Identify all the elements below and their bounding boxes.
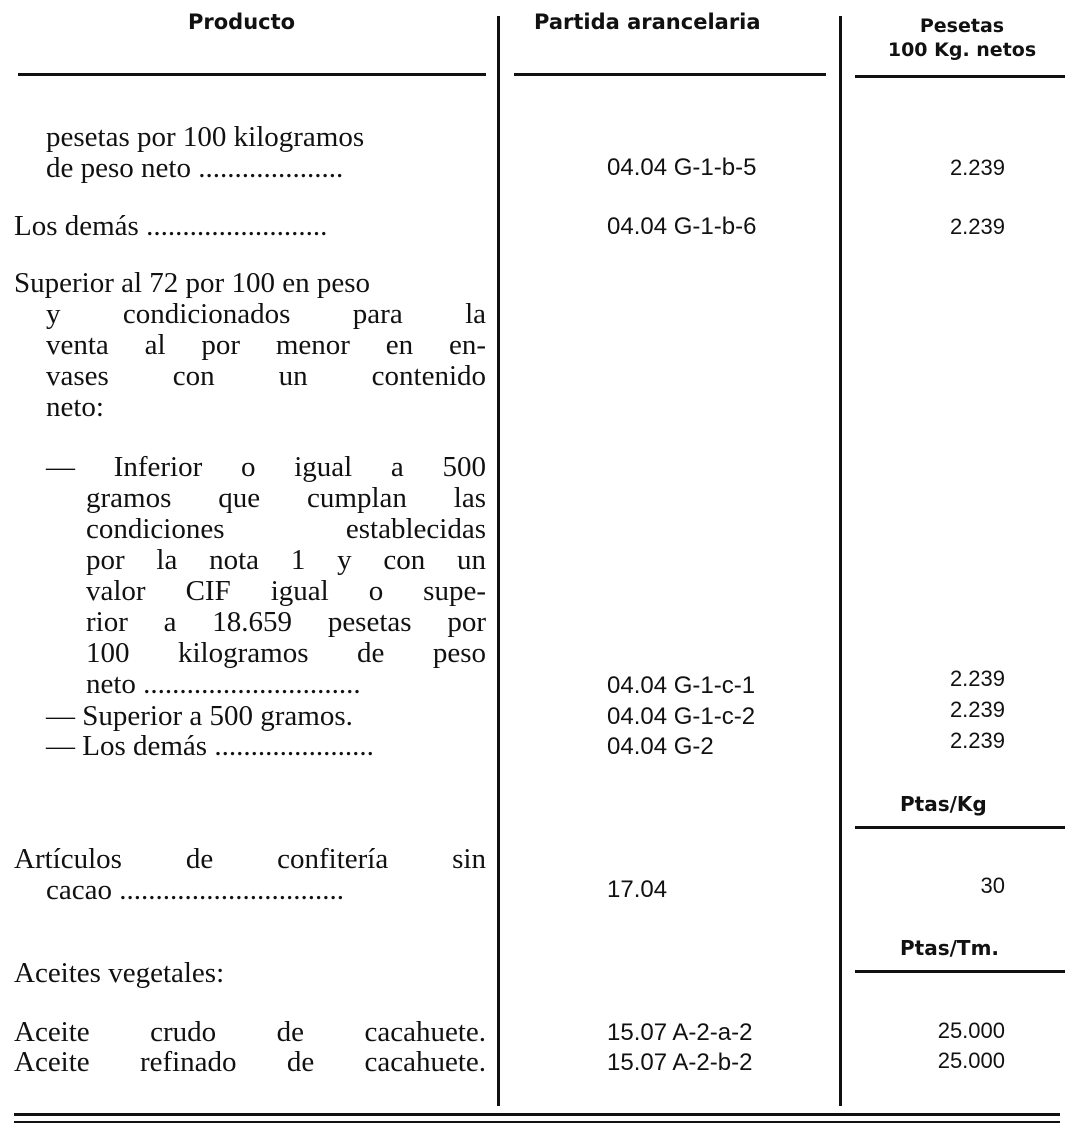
header-rule-partida bbox=[514, 73, 826, 76]
row-7-valor: 30 bbox=[980, 873, 1005, 898]
row-3-line-1: Superior al 72 por 100 en peso bbox=[14, 267, 370, 299]
row-9-partida: 15.07 A-2-a-2 bbox=[607, 1019, 753, 1046]
row-9-line-1: Aceite crudo de cacahuete. bbox=[14, 1016, 486, 1048]
header-pesetas bbox=[862, 14, 1062, 62]
row-4-line-6: rior a 18.659 pesetas por bbox=[86, 606, 486, 638]
row-5-valor: 2.239 bbox=[949, 697, 1005, 722]
row-1-line-1: pesetas por 100 kilogramos bbox=[46, 121, 365, 153]
row-8-producto bbox=[14, 958, 486, 989]
header-rule-producto bbox=[18, 73, 486, 76]
row-8-line-1: Aceites vegetales: bbox=[14, 957, 225, 989]
unit-ptas-kg: Ptas/Kg bbox=[900, 792, 987, 816]
row-7-line-1: Artículos de confitería sin bbox=[14, 843, 486, 875]
row-3-line-4: vases con un contenido bbox=[46, 360, 486, 392]
row-10-partida: 15.07 A-2-b-2 bbox=[607, 1049, 753, 1076]
unit-ptas-tm: Ptas/Tm. bbox=[900, 936, 1000, 960]
row-10-valor: 25.000 bbox=[937, 1048, 1005, 1073]
row-3-line-2: y condicionados para la bbox=[46, 298, 486, 330]
row-9-producto bbox=[14, 1017, 486, 1048]
row-4-line-8: neto .............................. bbox=[86, 668, 361, 700]
row-10-producto bbox=[14, 1047, 486, 1078]
row-10-line-1: Aceite refinado de cacahuete. bbox=[14, 1046, 486, 1078]
row-4-line-2: gramos que cumplan las bbox=[86, 482, 486, 514]
row-6-producto bbox=[46, 731, 486, 762]
row-1-partida: 04.04 G-1-b-5 bbox=[607, 154, 757, 181]
row-7-producto bbox=[14, 844, 486, 906]
row-2-valor: 2.239 bbox=[949, 214, 1005, 239]
row-6-valor: 2.239 bbox=[949, 728, 1005, 753]
row-2-partida: 04.04 G-1-b-6 bbox=[607, 213, 757, 240]
row-4-line-5: valor CIF igual o supe- bbox=[86, 575, 486, 607]
header-rule-pesetas bbox=[855, 75, 1065, 78]
row-4-line-3: condiciones establecidas bbox=[86, 513, 486, 545]
column-divider-2 bbox=[839, 16, 842, 1106]
row-4-line-1: — Inferior o igual a 500 bbox=[46, 451, 486, 483]
row-5-producto bbox=[46, 701, 486, 732]
row-2-line-1: Los demás ......................... bbox=[14, 210, 328, 242]
row-7-line-2: cacao ............................... bbox=[46, 874, 344, 906]
row-4-producto bbox=[46, 452, 486, 700]
unit-tm-rule bbox=[855, 970, 1065, 973]
bottom-rule-1 bbox=[14, 1113, 1060, 1116]
row-4-valor: 2.239 bbox=[949, 666, 1005, 691]
row-6-line-1: — Los demás ...................... bbox=[46, 730, 374, 762]
row-5-line-1: — Superior a 500 gramos. bbox=[46, 700, 353, 732]
row-4-line-7: 100 kilogramos de peso bbox=[86, 637, 486, 669]
header-partida: Partida arancelaria bbox=[534, 10, 761, 34]
row-4-partida: 04.04 G-1-c-1 bbox=[607, 672, 756, 699]
row-1-line-2: de peso neto .................... bbox=[46, 152, 344, 184]
row-4-line-4: por la nota 1 y con un bbox=[86, 544, 486, 576]
row-1-valor: 2.239 bbox=[949, 155, 1005, 180]
row-3-line-3: venta al por menor en en- bbox=[46, 329, 486, 361]
header-pesetas-line2: 100 Kg. netos bbox=[887, 39, 1037, 61]
column-divider-1 bbox=[497, 16, 500, 1106]
row-9-valor: 25.000 bbox=[937, 1018, 1005, 1043]
row-1-producto bbox=[46, 122, 486, 184]
row-3-producto bbox=[14, 268, 486, 423]
unit-kg-rule bbox=[855, 826, 1065, 829]
header-pesetas-line1: Pesetas bbox=[919, 15, 1005, 37]
row-5-partida: 04.04 G-1-c-2 bbox=[607, 703, 756, 730]
row-7-partida: 17.04 bbox=[607, 876, 668, 903]
row-6-partida: 04.04 G-2 bbox=[607, 733, 714, 760]
bottom-rule-2 bbox=[14, 1121, 1060, 1123]
row-2-producto bbox=[14, 211, 486, 242]
header-producto: Producto bbox=[188, 10, 296, 34]
row-3-line-5: neto: bbox=[46, 391, 104, 423]
